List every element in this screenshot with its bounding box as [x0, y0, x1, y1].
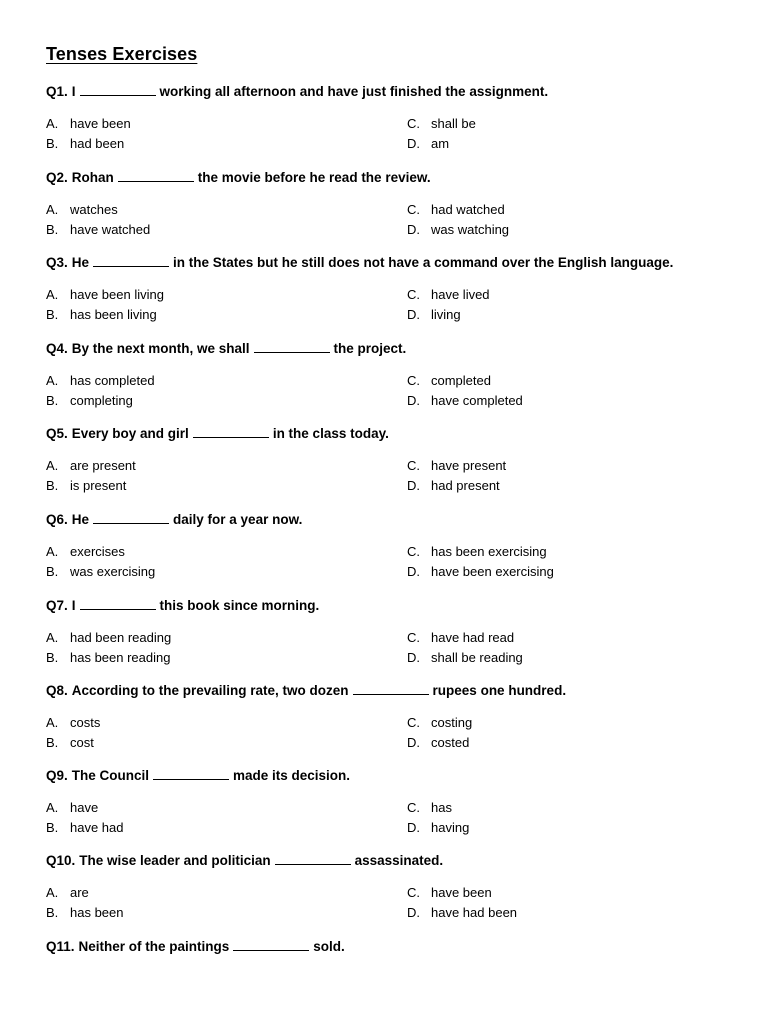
question-1 — [46, 82, 746, 158]
option-text: has been reading — [70, 650, 171, 665]
option-b — [46, 220, 150, 240]
option-letter: C. — [407, 116, 420, 131]
question-stem-before: I — [71, 84, 76, 99]
options-group — [46, 798, 746, 842]
answer-blank — [118, 169, 194, 182]
option-text: have had read — [431, 630, 515, 645]
option-c — [407, 114, 476, 134]
question-stem-after: the movie before he read the review. — [197, 170, 431, 185]
option-d — [407, 220, 509, 240]
question-stem-before: The Council — [71, 768, 150, 783]
option-text: is present — [70, 478, 127, 493]
answer-blank — [353, 682, 429, 695]
option-text: was watching — [431, 222, 510, 237]
question-stem-before: Neither of the paintings — [78, 939, 230, 954]
question-stem-before: The wise leader and politician — [79, 853, 271, 868]
option-text: costs — [70, 715, 101, 730]
option-text: has been living — [70, 307, 157, 322]
question-number: Q6. — [46, 512, 68, 527]
question-stem-after: rupees one hundred. — [432, 683, 567, 698]
option-letter: A. — [46, 458, 59, 473]
question-7 — [46, 596, 746, 672]
option-b — [46, 476, 126, 496]
option-d — [407, 818, 469, 838]
option-a — [46, 456, 136, 476]
option-a — [46, 200, 118, 220]
option-letter: B. — [46, 393, 59, 408]
options-group — [46, 285, 746, 329]
option-text: completing — [70, 393, 133, 408]
option-c — [407, 285, 490, 305]
question-text — [46, 937, 746, 957]
question-number: Q2. — [46, 170, 68, 185]
option-text: had watched — [431, 202, 505, 217]
option-letter: A. — [46, 116, 59, 131]
option-text: are present — [70, 458, 136, 473]
option-letter: B. — [46, 307, 59, 322]
question-stem-after: made its decision. — [233, 768, 351, 783]
option-letter: C. — [407, 885, 420, 900]
option-letter: D. — [407, 650, 420, 665]
question-stem-after: this book since morning. — [159, 598, 320, 613]
option-text: has been — [70, 905, 124, 920]
option-a — [46, 798, 98, 818]
question-number: Q5. — [46, 426, 68, 441]
question-number: Q11. — [46, 939, 75, 954]
question-text — [46, 82, 746, 102]
option-a — [46, 883, 89, 903]
option-c — [407, 628, 514, 648]
option-letter: D. — [407, 820, 420, 835]
question-number: Q8. — [46, 683, 68, 698]
options-group — [46, 114, 746, 158]
option-letter: B. — [46, 735, 59, 750]
question-number: Q3. — [46, 255, 68, 270]
question-stem-before: According to the prevailing rate, two dozen — [71, 683, 349, 698]
option-text: have had been — [431, 905, 518, 920]
question-stem-after: daily for a year now. — [173, 512, 303, 527]
question-number: Q9. — [46, 768, 68, 783]
answer-blank — [93, 511, 169, 524]
question-stem-before: He — [71, 512, 90, 527]
option-letter: D. — [407, 564, 420, 579]
question-stem-after: working all afternoon and have just finished the assignment. — [159, 84, 549, 99]
option-a — [46, 713, 100, 733]
option-text: have lived — [431, 287, 490, 302]
question-stem-before: Every boy and girl — [71, 426, 189, 441]
option-text: has — [431, 800, 452, 815]
option-letter: A. — [46, 202, 59, 217]
option-text: having — [431, 820, 470, 835]
answer-blank — [80, 83, 156, 96]
question-stem-after: in the States but he still does not have a command over the English language. — [173, 255, 674, 270]
option-b — [46, 648, 170, 668]
option-c — [407, 200, 505, 220]
options-group — [46, 456, 746, 500]
question-stem-after: sold. — [313, 939, 345, 954]
option-text: costing — [431, 715, 473, 730]
option-d — [407, 733, 469, 753]
option-c — [407, 713, 472, 733]
option-letter: A. — [46, 544, 59, 559]
option-a — [46, 628, 171, 648]
option-b — [46, 562, 155, 582]
option-b — [46, 134, 124, 154]
option-letter: D. — [407, 735, 420, 750]
question-10 — [46, 851, 746, 927]
option-letter: C. — [407, 630, 420, 645]
option-letter: C. — [407, 373, 420, 388]
question-stem-after: assassinated. — [354, 853, 444, 868]
option-b — [46, 391, 133, 411]
answer-blank — [275, 852, 351, 865]
option-text: had present — [431, 478, 500, 493]
question-4 — [46, 339, 746, 415]
question-stem-after: the project. — [333, 341, 407, 356]
option-d — [407, 305, 461, 325]
question-stem-before: He — [71, 255, 90, 270]
option-letter: B. — [46, 136, 59, 151]
option-text: have completed — [431, 393, 523, 408]
option-d — [407, 134, 449, 154]
question-number: Q4. — [46, 341, 68, 356]
question-text — [46, 596, 746, 616]
question-5 — [46, 424, 746, 500]
option-letter: D. — [407, 222, 420, 237]
option-text: am — [431, 136, 450, 151]
option-letter: A. — [46, 885, 59, 900]
option-text: have been living — [70, 287, 164, 302]
option-d — [407, 391, 523, 411]
option-text: have present — [431, 458, 507, 473]
question-2 — [46, 168, 746, 244]
option-c — [407, 883, 492, 903]
option-text: have — [70, 800, 99, 815]
question-text — [46, 766, 746, 786]
option-c — [407, 371, 491, 391]
options-group — [46, 542, 746, 586]
option-text: has been exercising — [431, 544, 547, 559]
answer-blank — [233, 938, 309, 951]
question-text — [46, 851, 746, 871]
option-d — [407, 562, 554, 582]
option-c — [407, 456, 506, 476]
question-3 — [46, 253, 746, 329]
option-text: costed — [431, 735, 470, 750]
option-text: completed — [431, 373, 491, 388]
option-letter: D. — [407, 393, 420, 408]
answer-blank — [93, 254, 169, 267]
option-letter: D. — [407, 478, 420, 493]
option-text: has completed — [70, 373, 155, 388]
option-letter: B. — [46, 905, 59, 920]
question-text — [46, 424, 746, 444]
option-letter: C. — [407, 202, 420, 217]
question-8 — [46, 681, 746, 757]
option-letter: B. — [46, 222, 59, 237]
option-text: was exercising — [70, 564, 156, 579]
question-text — [46, 253, 746, 273]
option-text: living — [431, 307, 461, 322]
option-letter: A. — [46, 630, 59, 645]
question-text — [46, 510, 746, 530]
option-c — [407, 542, 547, 562]
option-d — [407, 903, 517, 923]
answer-blank — [153, 767, 229, 780]
option-letter: D. — [407, 905, 420, 920]
options-group — [46, 713, 746, 757]
option-letter: D. — [407, 136, 420, 151]
option-letter: C. — [407, 287, 420, 302]
question-stem-before: I — [71, 598, 76, 613]
question-text — [46, 168, 746, 188]
option-letter: C. — [407, 544, 420, 559]
question-text — [46, 339, 746, 359]
answer-blank — [80, 597, 156, 610]
option-letter: A. — [46, 715, 59, 730]
option-text: had been reading — [70, 630, 172, 645]
question-11 — [46, 937, 746, 957]
option-text: have been — [431, 885, 492, 900]
option-text: shall be — [431, 116, 476, 131]
option-c — [407, 798, 452, 818]
option-letter: A. — [46, 373, 59, 388]
option-letter: A. — [46, 800, 59, 815]
option-a — [46, 542, 125, 562]
option-letter: D. — [407, 307, 420, 322]
option-letter: C. — [407, 458, 420, 473]
question-number: Q1. — [46, 84, 68, 99]
option-b — [46, 733, 94, 753]
option-letter: C. — [407, 800, 420, 815]
question-9 — [46, 766, 746, 842]
option-text: shall be reading — [431, 650, 523, 665]
options-group — [46, 200, 746, 244]
option-a — [46, 371, 155, 391]
option-text: had been — [70, 136, 125, 151]
page-title: Tenses Exercises — [46, 44, 198, 64]
question-stem-before: Rohan — [71, 170, 114, 185]
option-a — [46, 285, 164, 305]
answer-blank — [193, 425, 269, 438]
options-group — [46, 883, 746, 927]
option-text: exercises — [70, 544, 125, 559]
option-a — [46, 114, 131, 134]
question-stem-before: By the next month, we shall — [71, 341, 250, 356]
question-text — [46, 681, 746, 701]
question-number: Q10. — [46, 853, 76, 868]
option-text: are — [70, 885, 89, 900]
question-number: Q7. — [46, 598, 68, 613]
option-text: have had — [70, 820, 124, 835]
option-b — [46, 818, 124, 838]
option-text: have been — [70, 116, 131, 131]
option-letter: B. — [46, 650, 59, 665]
option-letter: B. — [46, 820, 59, 835]
option-text: have been exercising — [431, 564, 554, 579]
option-text: watches — [70, 202, 118, 217]
option-b — [46, 305, 157, 325]
option-letter: B. — [46, 478, 59, 493]
question-stem-after: in the class today. — [272, 426, 389, 441]
option-letter: A. — [46, 287, 59, 302]
option-d — [407, 476, 500, 496]
option-text: cost — [70, 735, 94, 750]
options-group — [46, 371, 746, 415]
question-6 — [46, 510, 746, 586]
option-b — [46, 903, 124, 923]
option-letter: C. — [407, 715, 420, 730]
answer-blank — [254, 340, 330, 353]
option-text: have watched — [70, 222, 151, 237]
option-letter: B. — [46, 564, 59, 579]
option-d — [407, 648, 523, 668]
options-group — [46, 628, 746, 672]
